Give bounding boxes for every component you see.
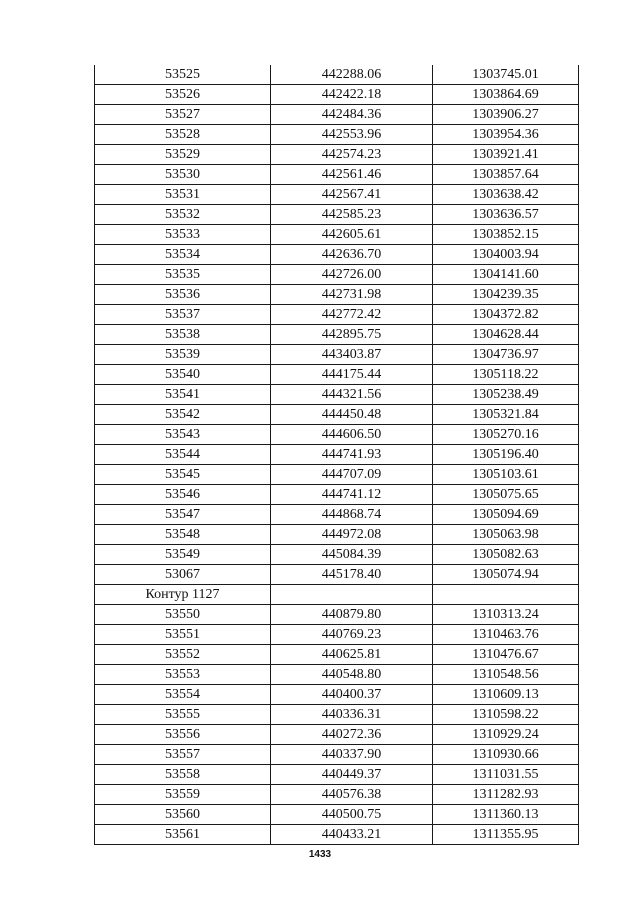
table-row [95, 165, 579, 185]
y-coordinate-cell: 1305094.69 [433, 505, 579, 525]
point-number-cell: 53541 [95, 385, 271, 405]
x-coordinate-cell: 442895.75 [271, 325, 433, 345]
y-coordinate-cell: 1304141.60 [433, 265, 579, 285]
x-coordinate-cell: 440769.23 [271, 625, 433, 645]
x-coordinate-cell: 443403.87 [271, 345, 433, 365]
point-number-cell: 53543 [95, 425, 271, 445]
table-row [95, 325, 579, 345]
y-coordinate-cell: 1304736.97 [433, 345, 579, 365]
point-number-cell: 53555 [95, 705, 271, 725]
x-coordinate-cell: 444606.50 [271, 425, 433, 445]
table-row [95, 745, 579, 765]
point-number-cell: 53534 [95, 245, 271, 265]
table-row [95, 725, 579, 745]
y-coordinate-cell: 1310598.22 [433, 705, 579, 725]
x-coordinate-cell: 440449.37 [271, 765, 433, 785]
x-coordinate-cell: 440400.37 [271, 685, 433, 705]
point-number-cell: 53526 [95, 85, 271, 105]
table-row [95, 505, 579, 525]
point-number-cell: 53558 [95, 765, 271, 785]
x-coordinate-cell: 442567.41 [271, 185, 433, 205]
table-row [95, 105, 579, 125]
y-coordinate-cell: 1305238.49 [433, 385, 579, 405]
table-row [95, 825, 579, 845]
point-number-cell: 53539 [95, 345, 271, 365]
table-row [95, 285, 579, 305]
table-row [95, 565, 579, 585]
table-row [95, 125, 579, 145]
point-number-cell: 53550 [95, 605, 271, 625]
y-coordinate-cell: 1305082.63 [433, 545, 579, 565]
y-coordinate-cell: 1303906.27 [433, 105, 579, 125]
table-row [95, 145, 579, 165]
point-number-cell: 53532 [95, 205, 271, 225]
point-number-cell: 53542 [95, 405, 271, 425]
y-coordinate-cell: 1311355.95 [433, 825, 579, 845]
table-row [95, 65, 579, 85]
x-coordinate-cell: 442561.46 [271, 165, 433, 185]
table-row [95, 465, 579, 485]
x-coordinate-cell: 442636.70 [271, 245, 433, 265]
x-coordinate-cell: 442605.61 [271, 225, 433, 245]
point-number-cell: 53554 [95, 685, 271, 705]
x-coordinate-cell: 442288.06 [271, 65, 433, 85]
point-number-cell: 53561 [95, 825, 271, 845]
table-row [95, 485, 579, 505]
point-number-cell: 53553 [95, 665, 271, 685]
point-number-cell: 53535 [95, 265, 271, 285]
point-number-cell: 53537 [95, 305, 271, 325]
y-coordinate-cell: 1304003.94 [433, 245, 579, 265]
point-number-cell: 53540 [95, 365, 271, 385]
table-row [95, 385, 579, 405]
x-coordinate-cell: 440625.81 [271, 645, 433, 665]
y-coordinate-cell: 1303857.64 [433, 165, 579, 185]
table-row [95, 625, 579, 645]
y-coordinate-cell: 1303636.57 [433, 205, 579, 225]
point-number-cell: 53559 [95, 785, 271, 805]
point-number-cell: 53548 [95, 525, 271, 545]
x-coordinate-cell: 442574.23 [271, 145, 433, 165]
x-coordinate-cell: 442585.23 [271, 205, 433, 225]
y-coordinate-cell: 1303852.15 [433, 225, 579, 245]
y-coordinate-cell: 1311031.55 [433, 765, 579, 785]
point-number-cell: 53552 [95, 645, 271, 665]
point-number-cell: 53536 [95, 285, 271, 305]
y-coordinate-cell: 1310548.56 [433, 665, 579, 685]
point-number-cell: 53547 [95, 505, 271, 525]
point-number-cell: 53560 [95, 805, 271, 825]
x-coordinate-cell: 440576.38 [271, 785, 433, 805]
x-coordinate-cell: 440433.21 [271, 825, 433, 845]
point-number-cell: 53531 [95, 185, 271, 205]
y-coordinate-cell: 1303864.69 [433, 85, 579, 105]
point-number-cell: 53529 [95, 145, 271, 165]
table-row [95, 305, 579, 325]
point-number-cell: 53528 [95, 125, 271, 145]
y-coordinate-cell: 1305118.22 [433, 365, 579, 385]
table-row [95, 345, 579, 365]
point-number-cell: 53545 [95, 465, 271, 485]
point-number-cell: 53551 [95, 625, 271, 645]
x-coordinate-cell: 440500.75 [271, 805, 433, 825]
point-number-cell: 53538 [95, 325, 271, 345]
y-coordinate-cell: 1311360.13 [433, 805, 579, 825]
table-row [95, 85, 579, 105]
point-number-cell: 53067 [95, 565, 271, 585]
table-row [95, 805, 579, 825]
x-coordinate-cell: 444321.56 [271, 385, 433, 405]
x-coordinate-cell: 444707.09 [271, 465, 433, 485]
y-coordinate-cell: 1310463.76 [433, 625, 579, 645]
table-row [95, 425, 579, 445]
point-number-cell: 53556 [95, 725, 271, 745]
point-number-cell: 53525 [95, 65, 271, 85]
y-coordinate-cell: 1311282.93 [433, 785, 579, 805]
point-number-cell: 53527 [95, 105, 271, 125]
x-coordinate-cell: 444741.12 [271, 485, 433, 505]
contour-label: Контур 1127 [95, 585, 271, 605]
x-coordinate-cell: 442726.00 [271, 265, 433, 285]
y-coordinate-cell: 1305075.65 [433, 485, 579, 505]
table-row [95, 665, 579, 685]
y-coordinate-cell: 1310930.66 [433, 745, 579, 765]
x-coordinate-cell: 444741.93 [271, 445, 433, 465]
y-coordinate-cell: 1305074.94 [433, 565, 579, 585]
empty-cell [271, 585, 433, 605]
y-coordinate-cell: 1305321.84 [433, 405, 579, 425]
x-coordinate-cell: 444175.44 [271, 365, 433, 385]
table-row [95, 685, 579, 705]
y-coordinate-cell: 1305063.98 [433, 525, 579, 545]
x-coordinate-cell: 442553.96 [271, 125, 433, 145]
x-coordinate-cell: 444868.74 [271, 505, 433, 525]
y-coordinate-cell: 1303921.41 [433, 145, 579, 165]
point-number-cell: 53544 [95, 445, 271, 465]
empty-cell [433, 585, 579, 605]
section-row [95, 585, 579, 605]
y-coordinate-cell: 1310609.13 [433, 685, 579, 705]
y-coordinate-cell: 1304372.82 [433, 305, 579, 325]
x-coordinate-cell: 440336.31 [271, 705, 433, 725]
y-coordinate-cell: 1304628.44 [433, 325, 579, 345]
y-coordinate-cell: 1303954.36 [433, 125, 579, 145]
table-row [95, 545, 579, 565]
x-coordinate-cell: 445178.40 [271, 565, 433, 585]
y-coordinate-cell: 1304239.35 [433, 285, 579, 305]
table-row [95, 705, 579, 725]
table-row [95, 445, 579, 465]
table-row [95, 785, 579, 805]
point-number-cell: 53557 [95, 745, 271, 765]
x-coordinate-cell: 440879.80 [271, 605, 433, 625]
table-row [95, 525, 579, 545]
y-coordinate-cell: 1305103.61 [433, 465, 579, 485]
y-coordinate-cell: 1310476.67 [433, 645, 579, 665]
page-number: 1433 [308, 849, 332, 860]
x-coordinate-cell: 442772.42 [271, 305, 433, 325]
table-row [95, 605, 579, 625]
x-coordinate-cell: 440337.90 [271, 745, 433, 765]
y-coordinate-cell: 1303745.01 [433, 65, 579, 85]
table-row [95, 265, 579, 285]
x-coordinate-cell: 442484.36 [271, 105, 433, 125]
x-coordinate-cell: 445084.39 [271, 545, 433, 565]
table-row [95, 245, 579, 265]
x-coordinate-cell: 442731.98 [271, 285, 433, 305]
x-coordinate-cell: 442422.18 [271, 85, 433, 105]
x-coordinate-cell: 444972.08 [271, 525, 433, 545]
table-row [95, 365, 579, 385]
point-number-cell: 53546 [95, 485, 271, 505]
table-row [95, 645, 579, 665]
x-coordinate-cell: 440548.80 [271, 665, 433, 685]
x-coordinate-cell: 440272.36 [271, 725, 433, 745]
y-coordinate-cell: 1310313.24 [433, 605, 579, 625]
coordinates-table [94, 65, 579, 845]
coordinates-table-body [95, 65, 579, 845]
y-coordinate-cell: 1305270.16 [433, 425, 579, 445]
table-row [95, 185, 579, 205]
table-row [95, 225, 579, 245]
point-number-cell: 53530 [95, 165, 271, 185]
table-row [95, 405, 579, 425]
x-coordinate-cell: 444450.48 [271, 405, 433, 425]
y-coordinate-cell: 1303638.42 [433, 185, 579, 205]
point-number-cell: 53549 [95, 545, 271, 565]
y-coordinate-cell: 1305196.40 [433, 445, 579, 465]
table-row [95, 205, 579, 225]
y-coordinate-cell: 1310929.24 [433, 725, 579, 745]
point-number-cell: 53533 [95, 225, 271, 245]
table-row [95, 765, 579, 785]
